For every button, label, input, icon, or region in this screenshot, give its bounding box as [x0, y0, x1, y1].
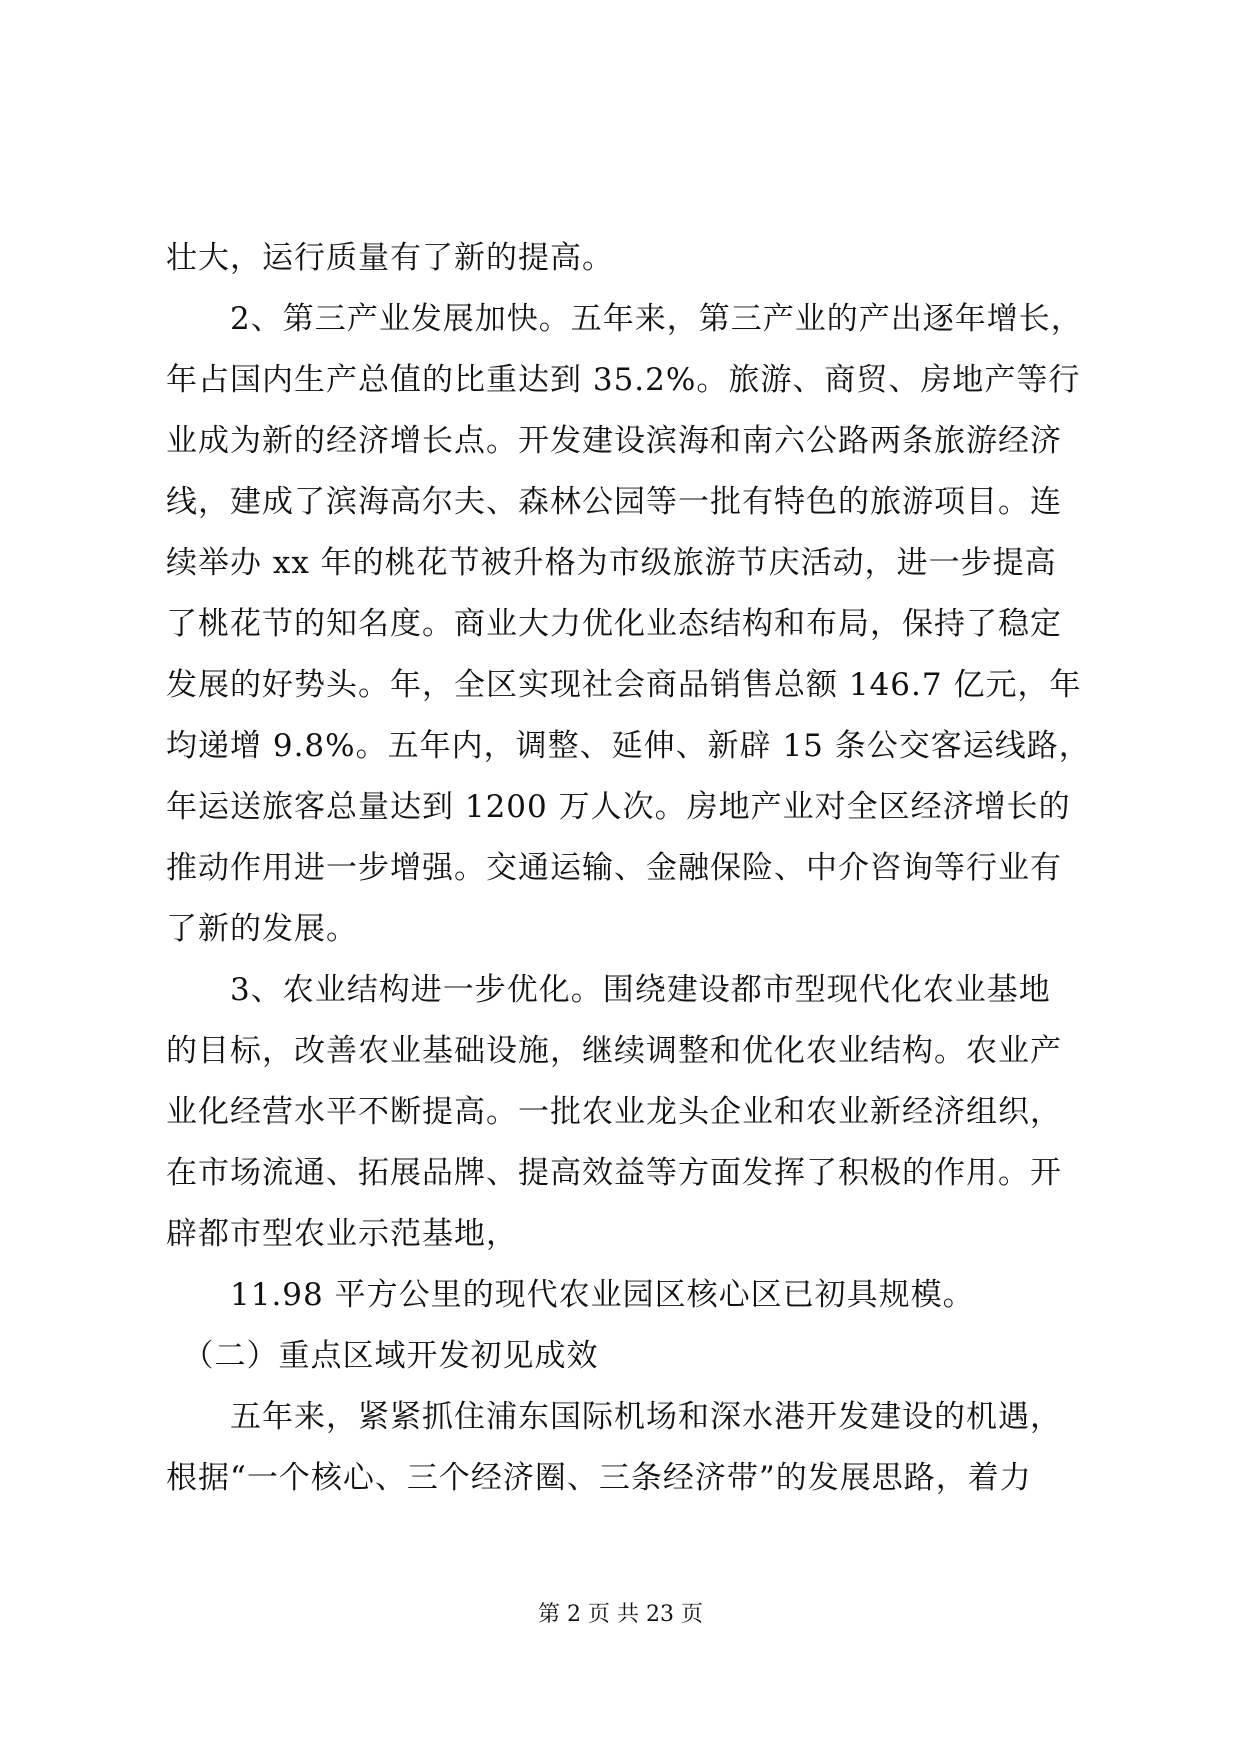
text-line: 续举办 xx 年的桃花节被升格为市级旅游节庆活动，进一步提高 — [166, 545, 1057, 581]
text-line: 推动作用进一步增强。交通运输、金融保险、中介咨询等行业有 — [166, 850, 1062, 886]
text-line: 2、第三产业发展加快。五年来，第三产业的产出逐年增长， — [166, 301, 1083, 337]
text-line: 根据“一个核心、三个经济圈、三条经济带”的发展思路，着力 — [166, 1460, 1032, 1496]
text-line: 年运送旅客总量达到 1200 万人次。房地产业对全区经济增长的 — [166, 789, 1071, 825]
text-line: 11.98 平方公里的现代农业园区核心区已初具规模。 — [166, 1277, 975, 1313]
text-line: 业成为新的经济增长点。开发建设滨海和南六公路两条旅游经济 — [166, 423, 1062, 459]
text-line: 年占国内生产总值的比重达到 35.2%。旅游、商贸、房地产等行 — [166, 362, 1081, 398]
text-line: 在市场流通、拓展品牌、提高效益等方面发挥了积极的作用。开 — [166, 1155, 1062, 1191]
text-line: 五年来，紧紧抓住浦东国际机场和深水港开发建设的机遇， — [166, 1399, 1062, 1435]
page-number-footer: 第 2 页 共 23 页 — [538, 1602, 703, 1627]
text-line: 了桃花节的知名度。商业大力优化业态结构和布局，保持了稳定 — [166, 606, 1062, 642]
text-line: 的目标，改善农业基础设施，继续调整和优化农业结构。农业产 — [166, 1033, 1062, 1069]
text-line: 线，建成了滨海高尔夫、森林公园等一批有特色的旅游项目。连 — [166, 484, 1062, 520]
text-line: 均递增 9.8%。五年内，调整、延伸、新辟 15 条公交客运线路， — [166, 728, 1091, 764]
text-line: 壮大，运行质量有了新的提高。 — [166, 240, 614, 276]
text-line: 了新的发展。 — [166, 911, 358, 947]
text-line: 发展的好势头。年，全区实现社会商品销售总额 146.7 亿元，年 — [166, 667, 1082, 703]
text-line: 业化经营水平不断提高。一批农业龙头企业和农业新经济组织， — [166, 1094, 1062, 1130]
text-line: 3、农业结构进一步优化。围绕建设都市型现代化农业基地 — [166, 972, 1051, 1008]
text-line: 辟都市型农业示范基地， — [166, 1216, 518, 1252]
body-text — [166, 228, 1106, 1509]
section-heading: （二）重点区域开发初见成效 — [166, 1338, 599, 1374]
